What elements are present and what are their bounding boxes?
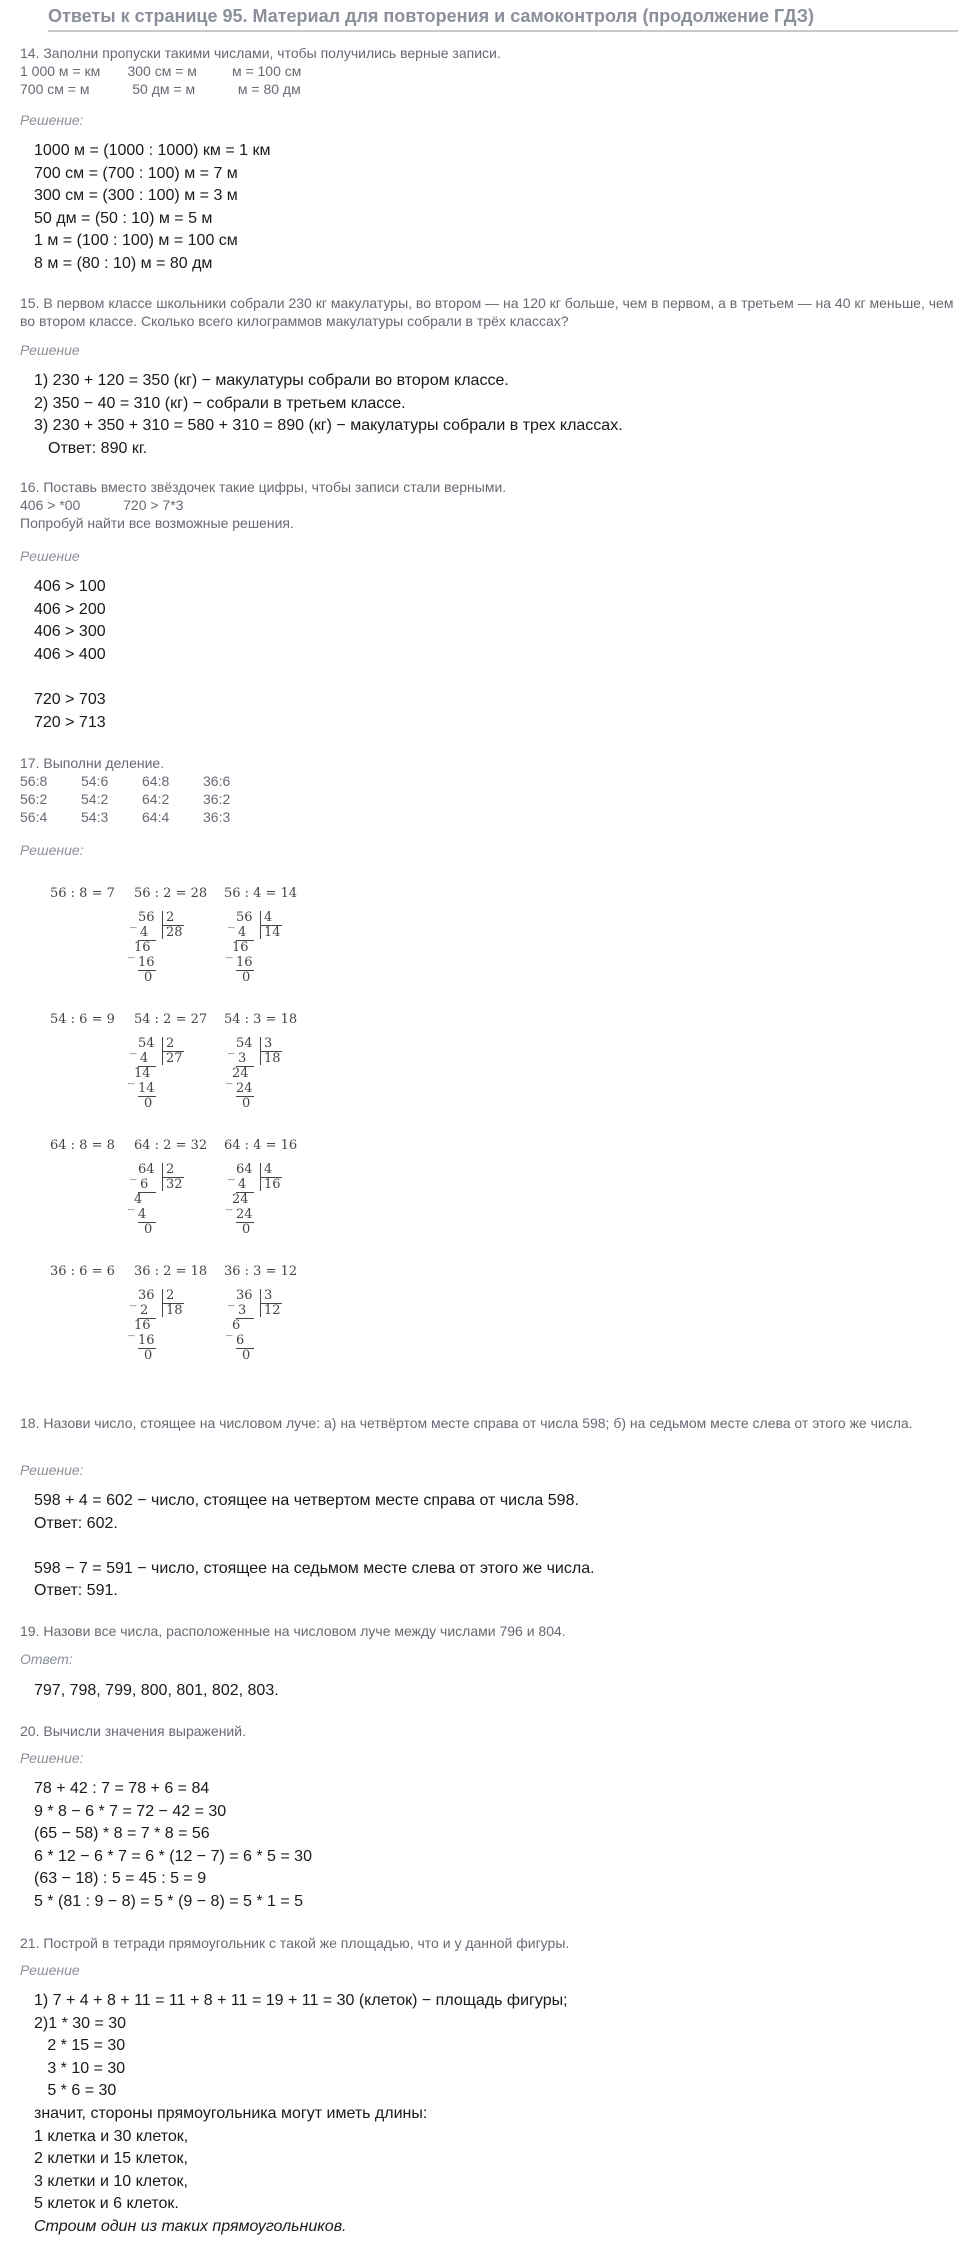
div-subtrahend: 3 [238, 1303, 247, 1318]
solution-line: 598 + 4 = 602 − число, стоящее на четвертом месте справа от числа 598. [34, 1492, 579, 1509]
task-21-solution-label: Решение [20, 1962, 80, 1978]
div-divisor: 4 [264, 910, 273, 925]
solution-line: 720 > 713 [34, 713, 106, 731]
division-two: 56 : 2 = 28 [134, 886, 208, 901]
solution-line: 598 − 7 = 591 − число, стоящее на седьмом месте слева от этого же числа. [34, 1559, 595, 1577]
task-19-answer [34, 1680, 279, 1703]
task-16-row2: Попробуй найти все возможные решения. [20, 515, 294, 531]
div-subtrahend: 6 [236, 1333, 245, 1348]
task-14 [20, 44, 501, 98]
div-subtrahend: 16 [138, 955, 155, 970]
div-quotient: 27 [166, 1051, 183, 1066]
solution-line: 797, 798, 799, 800, 801, 802, 803. [34, 1682, 279, 1699]
page-header [48, 6, 958, 32]
solution-line [34, 666, 106, 689]
div-subtrahend: 4 [140, 925, 149, 940]
division-three: 54 : 3 = 18 [224, 1012, 298, 1027]
div-result-zero: 0 [144, 1096, 153, 1111]
grid-cell: 36:2 [203, 791, 231, 807]
div-result-zero: 0 [242, 970, 251, 985]
minus-sign: _ [130, 914, 137, 929]
solution-line: 300 см = (300 : 100) м = 3 м [34, 187, 238, 205]
solution-line: 406 > 300 [34, 623, 106, 641]
div-result-zero: 0 [144, 1222, 153, 1237]
solution-line [34, 1535, 595, 1558]
long-division [228, 1288, 308, 1388]
subtraction-line [236, 1348, 254, 1349]
div-subtrahend: 16 [236, 955, 253, 970]
solution-line: 406 > 400 [34, 645, 106, 663]
div-subtrahend: 2 [140, 1303, 149, 1318]
division-horizontal-bar [260, 1177, 282, 1178]
division-simple: 64 : 8 = 8 [50, 1138, 115, 1153]
task-19-answer-label: Ответ: [20, 1651, 73, 1667]
div-divisor: 2 [166, 1288, 175, 1303]
div-quotient: 28 [166, 925, 183, 940]
long-division [130, 1036, 210, 1136]
div-divisor: 3 [264, 1288, 273, 1303]
minus-sign: _ [226, 1196, 233, 1211]
solution-line: 5 * 6 = 30 [34, 2082, 117, 2100]
minus-sign: _ [228, 1166, 235, 1181]
task-17-text: 17. Выполни деление. [20, 755, 165, 771]
division-three: 64 : 4 = 16 [224, 1138, 298, 1153]
task-21-solution [34, 1990, 568, 2239]
solution-line: 3) 230 + 350 + 310 = 580 + 310 = 890 (кг) − макулатуры собрали в трех классах. [34, 417, 623, 435]
division-horizontal-bar [260, 1051, 282, 1052]
division-horizontal-bar [162, 1177, 184, 1178]
div-divisor: 3 [264, 1036, 273, 1051]
solution-line: 3 клетки и 10 клеток, [34, 2172, 188, 2190]
grid-cell: 64:8 [142, 773, 170, 789]
solution-line: значит, стороны прямоугольника могут иметь длины: [34, 2104, 428, 2122]
long-division [130, 910, 210, 1010]
subtraction-line [236, 970, 254, 971]
task-20-solution [34, 1778, 312, 1914]
solution-line: 78 + 42 : 7 = 78 + 6 = 84 [34, 1780, 210, 1797]
solution-line: 700 см = (700 : 100) м = 7 м [34, 164, 238, 182]
subtraction-line [236, 1066, 254, 1067]
div-subtrahend: 3 [238, 1051, 247, 1066]
div-remainder: 24 [232, 1066, 249, 1081]
division-simple: 54 : 6 = 9 [50, 1012, 115, 1027]
grid-cell: 64:2 [142, 791, 170, 807]
solution-line: 9 * 8 − 6 * 7 = 72 − 42 = 30 [34, 1802, 227, 1820]
task-16-text: 16. Поставь вместо звёздочек такие цифры, чтобы записи стали верными. [20, 479, 507, 495]
long-division [130, 1288, 210, 1388]
subtraction-line [138, 1096, 156, 1097]
div-remainder: 14 [134, 1066, 151, 1081]
task-17-grid [20, 772, 264, 826]
long-division [228, 1162, 308, 1262]
long-division [228, 1036, 308, 1136]
div-divisor: 2 [166, 1162, 175, 1177]
subtraction-line [138, 1222, 156, 1223]
div-subtrahend: 4 [140, 1051, 149, 1066]
solution-line: 1) 230 + 120 = 350 (кг) − макулатуры собрали во втором классе. [34, 372, 509, 389]
minus-sign: _ [228, 1292, 235, 1307]
div-remainder: 6 [232, 1318, 241, 1333]
solution-line: 406 > 100 [34, 578, 106, 595]
subtraction-line [236, 1222, 254, 1223]
solution-line: 1 м = (100 : 100) м = 100 см [34, 232, 238, 250]
solution-line: 2 клетки и 15 клеток, [34, 2150, 188, 2168]
div-quotient: 32 [166, 1177, 183, 1192]
solution-line: 406 > 200 [34, 600, 106, 618]
div-subtrahend: 4 [138, 1207, 147, 1222]
div-divisor: 4 [264, 1162, 273, 1177]
task-20-text: 20. Вычисли значения выражений. [20, 1723, 246, 1739]
task-14-row1: 1 000 м = км 300 см = м м = 100 см [20, 63, 302, 79]
grid-cell: 56:4 [20, 809, 48, 825]
div-remainder: 16 [134, 1318, 151, 1333]
subtraction-line [138, 970, 156, 971]
div-quotient: 18 [264, 1051, 281, 1066]
minus-sign: _ [130, 1040, 137, 1055]
solution-line: 6 * 12 − 6 * 7 = 6 * (12 − 7) = 6 * 5 = 30 [34, 1847, 312, 1865]
div-result-zero: 0 [242, 1348, 251, 1363]
minus-sign: _ [128, 1070, 135, 1085]
solution-line: 1 клетка и 30 клеток, [34, 2127, 189, 2145]
task-16-solution-label: Решение [20, 548, 80, 564]
task-18-text: 18. Назови число, стоящее на числовом луче: а) на четвёртом месте справа от числа 598; б) на седьмом месте слева от этого же числа. [20, 1415, 913, 1431]
div-quotient: 18 [166, 1303, 183, 1318]
division-horizontal-bar [260, 1303, 282, 1304]
minus-sign: _ [128, 944, 135, 959]
div-quotient: 16 [264, 1177, 281, 1192]
task-15-solution-label: Решение [20, 342, 80, 358]
minus-sign: _ [226, 1322, 233, 1337]
grid-cell: 56:8 [20, 773, 48, 789]
div-result-zero: 0 [242, 1222, 251, 1237]
div-remainder: 16 [134, 940, 151, 955]
division-two: 54 : 2 = 27 [134, 1012, 208, 1027]
grid-cell: 54:2 [81, 791, 109, 807]
long-division [130, 1162, 210, 1262]
solution-line: 8 м = (80 : 10) м = 80 дм [34, 254, 213, 272]
div-subtrahend: 16 [138, 1333, 155, 1348]
div-dividend: 64 [236, 1162, 253, 1177]
solution-answer: Ответ: 890 кг. [48, 439, 148, 457]
div-dividend: 64 [138, 1162, 155, 1177]
division-three: 56 : 4 = 14 [224, 886, 298, 901]
subtraction-line [236, 1096, 254, 1097]
div-result-zero: 0 [242, 1096, 251, 1111]
solution-line: 1000 м = (1000 : 1000) км = 1 км [34, 142, 271, 159]
subtraction-line [138, 1318, 156, 1319]
grid-cell: 54:6 [81, 773, 109, 789]
task-16-solution [34, 576, 106, 734]
solution-line: 2)1 * 30 = 30 [34, 2014, 127, 2032]
subtraction-line [138, 1192, 156, 1193]
div-result-zero: 0 [144, 1348, 153, 1363]
minus-sign: _ [226, 1070, 233, 1085]
task-15-text: 15. В первом классе школьники собрали 230 кг макулатуры, во втором — на 120 кг больше, чем в первом, а в третьем — на 40 кг меньше, чем во втором классе. Сколько всего килограммов макулатуры собрали в трёх классах? [20, 295, 954, 329]
div-subtrahend: 4 [238, 925, 247, 940]
solution-line: 720 > 703 [34, 690, 106, 708]
task-14-solution-label: Решение: [20, 112, 84, 128]
div-remainder: 24 [232, 1192, 249, 1207]
solution-answer: Ответ: 602. [34, 1514, 118, 1532]
task-14-solution [34, 140, 270, 276]
minus-sign: _ [228, 1040, 235, 1055]
task-15-solution [34, 370, 623, 460]
task-16-row1: 406 > *00 720 > 7*3 [20, 497, 184, 513]
subtraction-line [138, 940, 156, 941]
task-14-row2: 700 см = м 50 дм = м м = 80 дм [20, 81, 301, 97]
div-divisor: 2 [166, 910, 175, 925]
solution-line: 5 клеток и 6 клеток. [34, 2195, 179, 2213]
div-remainder: 4 [134, 1192, 143, 1207]
page-title: Ответы к странице 95. Материал для повторения и самоконтроля (продолжение ГДЗ) [48, 6, 815, 26]
solution-line: 5 * (81 : 9 − 8) = 5 * (9 − 8) = 5 * 1 = 5 [34, 1892, 304, 1910]
minus-sign: _ [226, 944, 233, 959]
div-dividend: 36 [138, 1288, 155, 1303]
subtraction-line [138, 1066, 156, 1067]
minus-sign: _ [128, 1196, 135, 1211]
division-two: 64 : 2 = 32 [134, 1138, 208, 1153]
div-dividend: 56 [138, 910, 155, 925]
div-result-zero: 0 [144, 970, 153, 985]
solution-line: 50 дм = (50 : 10) м = 5 м [34, 209, 213, 227]
div-dividend: 56 [236, 910, 253, 925]
task-20-solution-label: Решение: [20, 1750, 84, 1766]
division-three: 36 : 3 = 12 [224, 1264, 298, 1279]
grid-cell: 64:4 [142, 809, 170, 825]
solution-line: 2) 350 − 40 = 310 (кг) − собрали в третьем классе. [34, 394, 406, 412]
solution-answer: Ответ: 591. [34, 1582, 118, 1600]
grid-cell: 54:3 [81, 809, 109, 825]
div-dividend: 36 [236, 1288, 253, 1303]
division-simple: 36 : 6 = 6 [50, 1264, 115, 1279]
grid-cell: 36:3 [203, 809, 231, 825]
division-horizontal-bar [162, 925, 184, 926]
subtraction-line [138, 1348, 156, 1349]
minus-sign: _ [130, 1292, 137, 1307]
div-subtrahend: 4 [238, 1177, 247, 1192]
division-two: 36 : 2 = 18 [134, 1264, 208, 1279]
division-horizontal-bar [260, 925, 282, 926]
div-subtrahend: 14 [138, 1081, 155, 1096]
solution-line: 2 * 15 = 30 [34, 2037, 126, 2055]
div-subtrahend: 6 [140, 1177, 149, 1192]
division-horizontal-bar [162, 1051, 184, 1052]
task-14-text: 14. Заполни пропуски такими числами, чтобы получились верные записи. [20, 45, 501, 61]
minus-sign: _ [128, 1322, 135, 1337]
solution-conclusion: Строим один из таких прямоугольников. [34, 2217, 347, 2235]
div-subtrahend: 24 [236, 1081, 253, 1096]
subtraction-line [236, 1192, 254, 1193]
long-division [228, 910, 308, 1010]
task-16 [20, 478, 506, 532]
task-19-text: 19. Назови все числа, расположенные на числовом луче между числами 796 и 804. [20, 1623, 566, 1639]
grid-cell: 56:2 [20, 791, 48, 807]
solution-line: (65 − 58) * 8 = 7 * 8 = 56 [34, 1825, 210, 1843]
division-horizontal-bar [162, 1303, 184, 1304]
division-simple: 56 : 8 = 7 [50, 886, 115, 901]
task-18-solution-label: Решение: [20, 1462, 84, 1478]
div-quotient: 12 [264, 1303, 281, 1318]
div-subtrahend: 24 [236, 1207, 253, 1222]
grid-cell: 36:6 [203, 773, 231, 789]
task-21-text: 21. Построй в тетради прямоугольник с такой же площадью, что и у данной фигуры. [20, 1935, 570, 1951]
div-quotient: 14 [264, 925, 281, 940]
div-dividend: 54 [236, 1036, 253, 1051]
subtraction-line [236, 940, 254, 941]
solution-line: 3 * 10 = 30 [34, 2059, 126, 2077]
div-dividend: 54 [138, 1036, 155, 1051]
task-17-solution-label: Решение: [20, 842, 84, 858]
div-remainder: 16 [232, 940, 249, 955]
subtraction-line [236, 1318, 254, 1319]
div-divisor: 2 [166, 1036, 175, 1051]
solution-line: 1) 7 + 4 + 8 + 11 = 11 + 8 + 11 = 19 + 11 = 30 (клеток) − площадь фигуры; [34, 1992, 568, 2009]
task-18-solution [34, 1490, 595, 1603]
minus-sign: _ [130, 1166, 137, 1181]
solution-line: (63 − 18) : 5 = 45 : 5 = 9 [34, 1870, 207, 1888]
minus-sign: _ [228, 914, 235, 929]
